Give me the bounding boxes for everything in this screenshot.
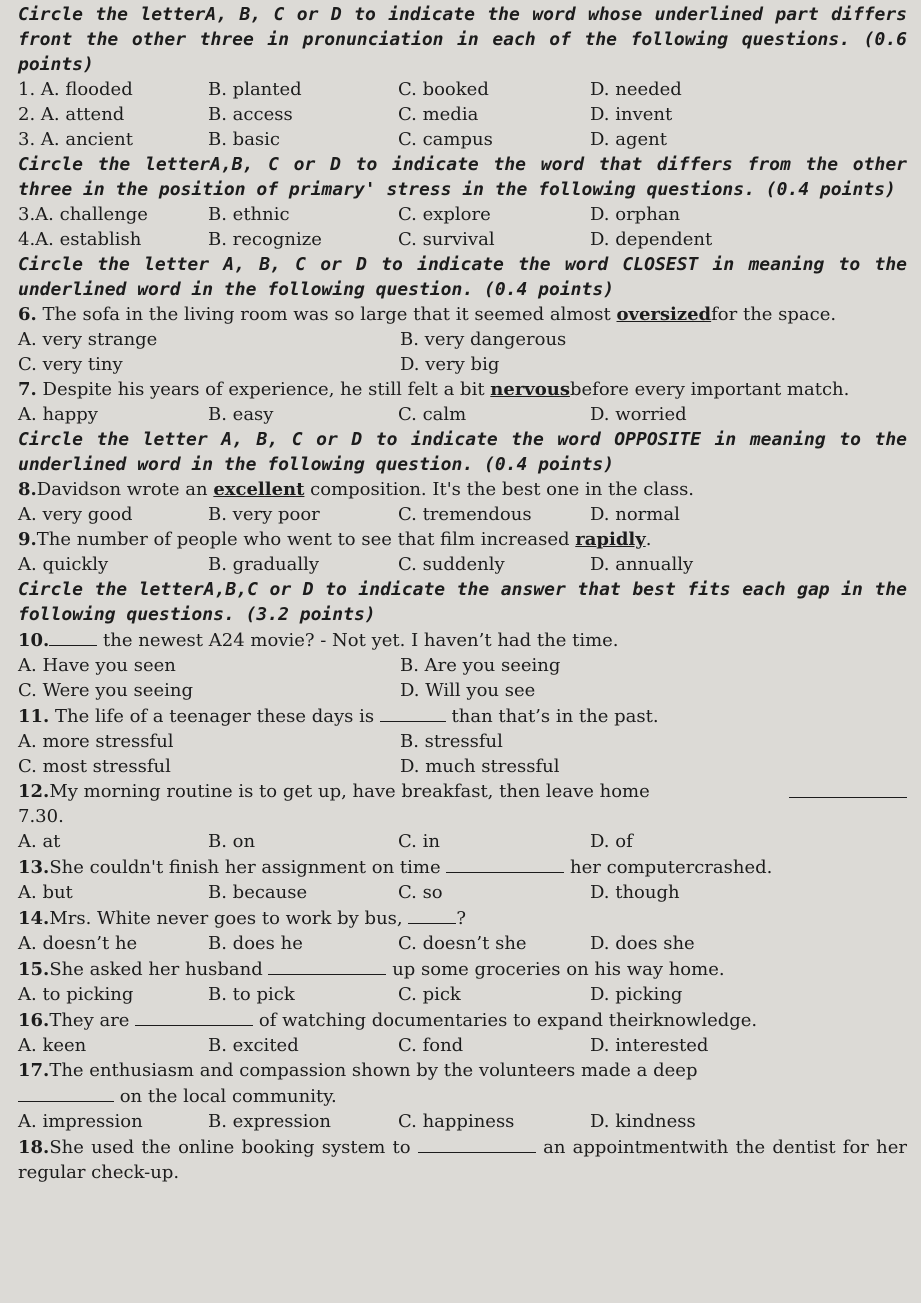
- question-7: [18, 377, 907, 402]
- option[interactable]: D. invent: [590, 104, 673, 125]
- option-c[interactable]: C. in: [398, 831, 440, 852]
- question-text: her computercrashed.: [564, 857, 773, 878]
- option[interactable]: 1. A. flooded: [18, 79, 133, 100]
- question-13: [18, 854, 907, 880]
- question-text: Mrs. White never goes to work by bus,: [49, 908, 409, 929]
- answer-blank[interactable]: [408, 905, 456, 924]
- option-d[interactable]: D. though: [590, 882, 680, 903]
- options-row: [18, 829, 907, 854]
- question-text: They are: [49, 1010, 136, 1031]
- option-a[interactable]: A. keen: [18, 1035, 87, 1056]
- option-d[interactable]: D. worried: [590, 404, 687, 425]
- option-c[interactable]: C. pick: [398, 984, 461, 1005]
- question-number: 7.: [18, 379, 37, 400]
- answer-blank[interactable]: [446, 854, 564, 873]
- option-b[interactable]: B. to pick: [208, 984, 295, 1005]
- option-b[interactable]: B. because: [208, 882, 308, 903]
- option[interactable]: D. orphan: [590, 204, 681, 225]
- instruction-gap-fill: Circle the letterA,B,C or D to indicate the answer that best fits each gap in the following questions. (3.2 points): [18, 579, 907, 625]
- option-b[interactable]: B. stressful: [400, 731, 503, 752]
- options-row: [18, 502, 907, 527]
- question-text: ?: [456, 908, 466, 929]
- options-row: [18, 982, 907, 1007]
- option-a[interactable]: A. at: [18, 831, 61, 852]
- question-text: composition. It's the best one in the class.: [304, 479, 695, 500]
- option-d[interactable]: D. of: [590, 831, 633, 852]
- option-a[interactable]: A. Have you seen: [18, 655, 176, 676]
- option-c[interactable]: C. fond: [398, 1035, 464, 1056]
- options-row-q2: [18, 102, 907, 127]
- option-d[interactable]: D. kindness: [590, 1111, 696, 1132]
- option[interactable]: 4.A. establish: [18, 229, 142, 250]
- option-d[interactable]: D. normal: [590, 504, 680, 525]
- option-a[interactable]: A. quickly: [18, 554, 109, 575]
- option-b[interactable]: B. easy: [208, 404, 274, 425]
- question-text: on the local community.: [114, 1086, 337, 1107]
- option[interactable]: D. agent: [590, 129, 667, 150]
- option-c[interactable]: C. most stressful: [18, 756, 171, 777]
- options-row: [18, 402, 907, 427]
- question-text: The life of a teenager these days is: [49, 706, 380, 727]
- option-c[interactable]: C. very tiny: [18, 354, 123, 375]
- question-number: 9.: [18, 529, 37, 550]
- option[interactable]: C. media: [398, 104, 479, 125]
- options-row-q1: [18, 77, 907, 102]
- question-text: The sofa in the living room was so large that it seemed almost: [36, 304, 617, 325]
- option[interactable]: D. dependent: [590, 229, 713, 250]
- question-text: the newest A24 movie? - Not yet. I haven’t had the time.: [97, 630, 619, 651]
- option[interactable]: C. booked: [398, 79, 489, 100]
- instruction-stress: Circle the letterA,B, C or D to indicate the word that differs from the other three in the position of primary' stress in the following questions. (0.4 points): [18, 154, 907, 200]
- question-text: an appointmentwith the dentist for her regular check-up.: [18, 1137, 907, 1183]
- question-11: [18, 703, 907, 729]
- question-number: 17.: [18, 1060, 50, 1081]
- question-number: 15.: [18, 959, 50, 980]
- question-17: [18, 1058, 907, 1109]
- option-d[interactable]: D. annually: [590, 554, 694, 575]
- option[interactable]: B. basic: [208, 129, 280, 150]
- question-number: 8.: [18, 479, 37, 500]
- question-number: 14.: [18, 908, 50, 929]
- option-b[interactable]: B. very dangerous: [400, 329, 567, 350]
- options-row: [18, 729, 907, 754]
- question-text: Despite his years of experience, he still felt a bit: [36, 379, 491, 400]
- answer-blank[interactable]: [268, 956, 386, 975]
- option-d[interactable]: D. does she: [590, 933, 695, 954]
- option-d[interactable]: D. very big: [400, 354, 500, 375]
- option-c[interactable]: C. so: [398, 882, 443, 903]
- question-6: [18, 302, 907, 327]
- question-16: [18, 1007, 907, 1033]
- option-b[interactable]: B. excited: [208, 1035, 299, 1056]
- question-text: She asked her husband: [49, 959, 269, 980]
- answer-blank[interactable]: [418, 1134, 536, 1153]
- options-row-stress-3: [18, 202, 907, 227]
- question-15: [18, 956, 907, 982]
- options-row: [18, 352, 907, 377]
- option-d[interactable]: D. Will you see: [400, 680, 536, 701]
- option[interactable]: B. access: [208, 104, 293, 125]
- question-number: 13.: [18, 857, 50, 878]
- question-text: than that’s in the past.: [445, 706, 659, 727]
- question-number: 16.: [18, 1010, 50, 1031]
- question-text: My morning routine is to get up, have breakfast, then leave home: [49, 781, 650, 802]
- question-10: [18, 627, 907, 653]
- option-a[interactable]: A. doesn’t he: [18, 933, 138, 954]
- option-d[interactable]: D. much stressful: [400, 756, 560, 777]
- option-a[interactable]: A. but: [18, 882, 73, 903]
- options-row-q3: [18, 127, 907, 152]
- option-b[interactable]: B. does he: [208, 933, 303, 954]
- option-c[interactable]: C. happiness: [398, 1111, 515, 1132]
- option-a[interactable]: A. very good: [18, 504, 133, 525]
- option-a[interactable]: A. to picking: [18, 984, 134, 1005]
- options-row-stress-4: [18, 227, 907, 252]
- underlined-word: nervous: [490, 379, 570, 400]
- option[interactable]: 3. A. ancient: [18, 129, 133, 150]
- option[interactable]: 3.A. challenge: [18, 204, 148, 225]
- question-number: 18.: [18, 1137, 50, 1158]
- question-number: 10.: [18, 630, 50, 651]
- option-d[interactable]: D. picking: [590, 984, 683, 1005]
- instruction-pronunciation: Circle the letterA, B, C or D to indicate the word whose underlined part differs front the other three in pronunciation in each of the following questions. (0.6 points): [18, 4, 907, 75]
- question-text: for the space.: [711, 304, 837, 325]
- question-14: [18, 905, 907, 931]
- option-c[interactable]: C. suddenly: [398, 554, 505, 575]
- option[interactable]: B. ethnic: [208, 204, 290, 225]
- option-c[interactable]: C. doesn’t she: [398, 933, 527, 954]
- option[interactable]: C. explore: [398, 204, 491, 225]
- underlined-word: oversized: [616, 304, 712, 325]
- question-8: [18, 477, 907, 502]
- option[interactable]: B. recognize: [208, 229, 322, 250]
- option-c[interactable]: C. Were you seeing: [18, 680, 193, 701]
- option[interactable]: 2. A. attend: [18, 104, 125, 125]
- option-a[interactable]: A. happy: [18, 404, 98, 425]
- answer-blank[interactable]: [49, 627, 97, 646]
- question-text: up some groceries on his way home.: [386, 959, 725, 980]
- question-number: 12.: [18, 781, 50, 802]
- option-b[interactable]: B. gradually: [208, 554, 320, 575]
- question-text: The enthusiasm and compassion shown by the volunteers made a deep: [49, 1060, 698, 1081]
- question-text: of watching documentaries to expand theirknowledge.: [253, 1010, 758, 1031]
- option-a[interactable]: A. very strange: [18, 329, 158, 350]
- option-b[interactable]: B. very poor: [208, 504, 320, 525]
- options-row: [18, 678, 907, 703]
- option-b[interactable]: B. Are you seeing: [400, 655, 561, 676]
- question-text: The number of people who went to see that film increased: [36, 529, 576, 550]
- option[interactable]: C. survival: [398, 229, 495, 250]
- options-row: [18, 653, 907, 678]
- options-row: [18, 552, 907, 577]
- question-9: [18, 527, 907, 552]
- option[interactable]: C. campus: [398, 129, 493, 150]
- option-a[interactable]: A. impression: [18, 1111, 143, 1132]
- question-text: Davidson wrote an: [36, 479, 214, 500]
- options-row: [18, 931, 907, 956]
- option[interactable]: B. planted: [208, 79, 302, 100]
- option-b[interactable]: B. expression: [208, 1111, 331, 1132]
- option-a[interactable]: A. more stressful: [18, 731, 174, 752]
- underlined-word: rapidly: [575, 529, 646, 550]
- options-row: [18, 1109, 907, 1134]
- options-row: [18, 880, 907, 905]
- question-text: 7.30.: [18, 806, 64, 827]
- underlined-word: excellent: [213, 479, 305, 500]
- option-c[interactable]: C. tremendous: [398, 504, 532, 525]
- answer-blank[interactable]: [789, 779, 907, 798]
- question-number: 6.: [18, 304, 37, 325]
- answer-blank[interactable]: [18, 1083, 114, 1102]
- options-row: [18, 327, 907, 352]
- answer-blank[interactable]: [380, 703, 446, 722]
- option-b[interactable]: B. on: [208, 831, 256, 852]
- options-row: [18, 1033, 907, 1058]
- question-text: She couldn't finish her assignment on time: [49, 857, 447, 878]
- option[interactable]: D. needed: [590, 79, 682, 100]
- question-18: [18, 1134, 907, 1185]
- instruction-opposite: Circle the letter A, B, C or D to indicate the word OPPOSITE in meaning to the underlined word in the following question. (0.4 points): [18, 429, 907, 475]
- option-c[interactable]: C. calm: [398, 404, 467, 425]
- option-d[interactable]: D. interested: [590, 1035, 709, 1056]
- question-number: 11.: [18, 706, 50, 727]
- question-12: [18, 779, 907, 829]
- question-text: before every important match.: [570, 379, 850, 400]
- question-text: .: [645, 529, 652, 550]
- instruction-closest: Circle the letter A, B, C or D to indicate the word CLOSEST in meaning to the underlined word in the following question. (0.4 points): [18, 254, 907, 300]
- answer-blank[interactable]: [135, 1007, 253, 1026]
- options-row: [18, 754, 907, 779]
- question-text: She used the online booking system to: [49, 1137, 418, 1158]
